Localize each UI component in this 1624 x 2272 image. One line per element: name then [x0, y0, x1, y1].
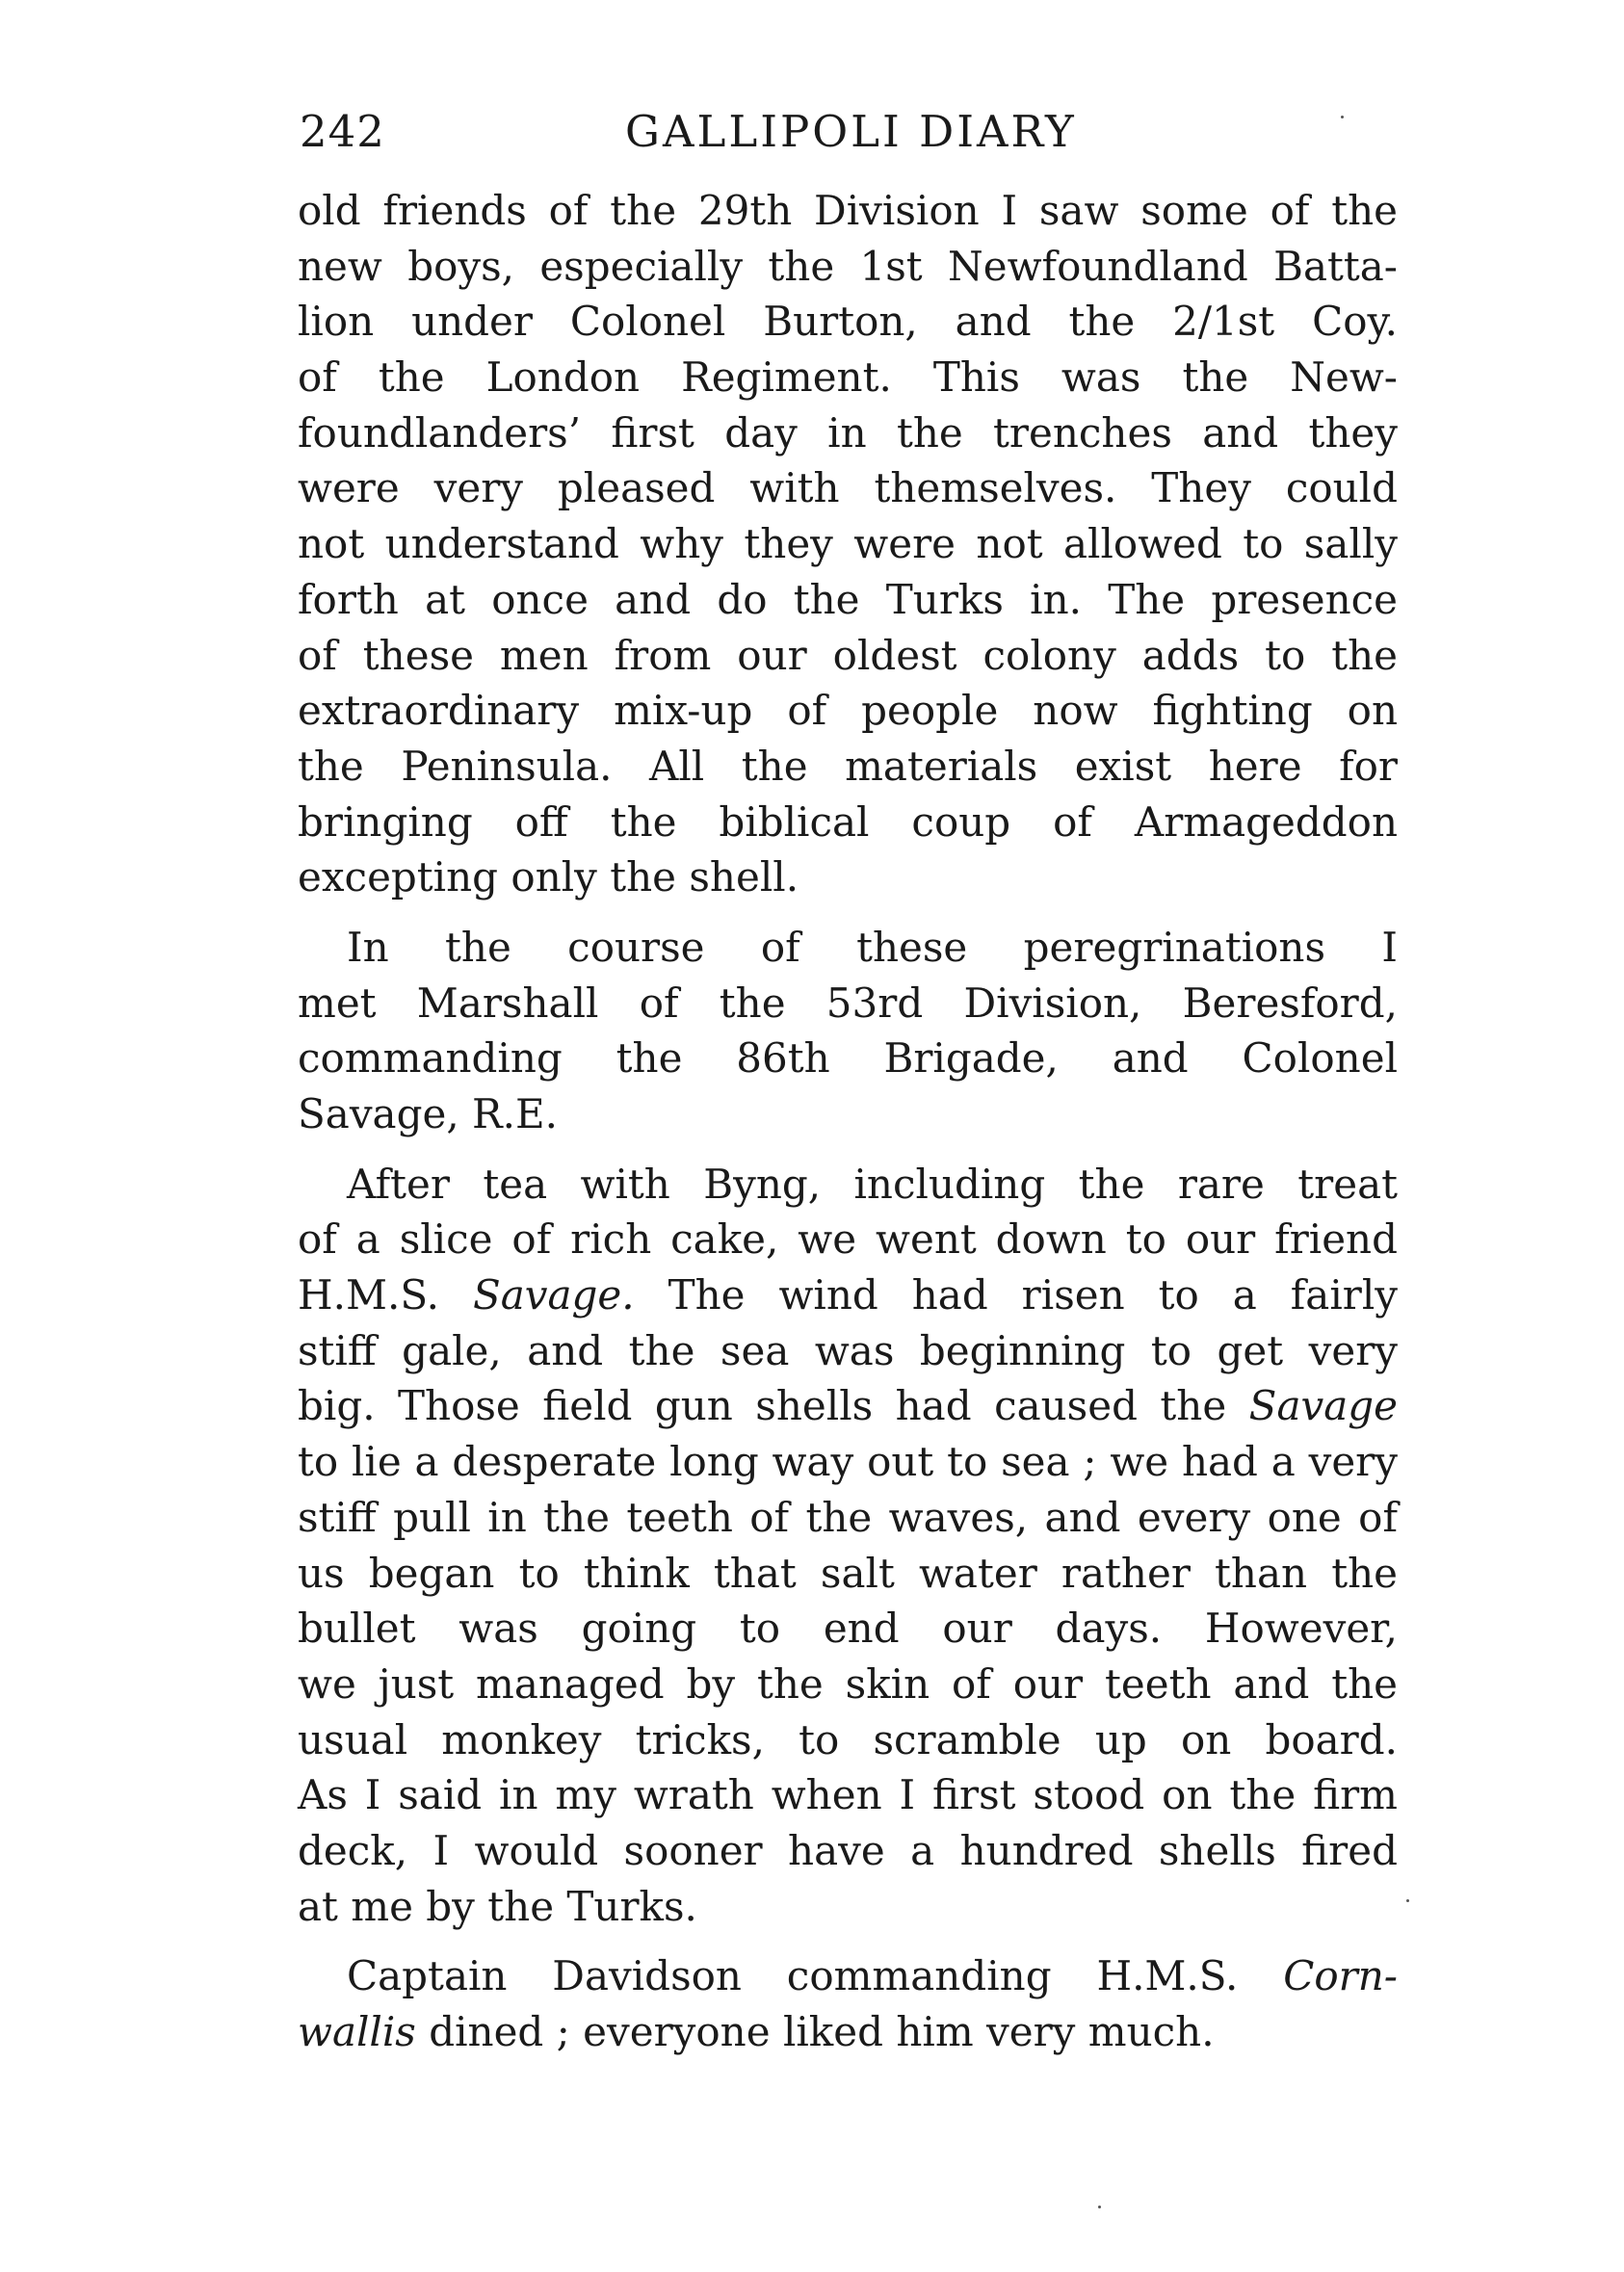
text-line: of a slice of rich cake, we went down to our friend	[298, 1215, 1398, 1264]
ship-name: Savage.	[472, 1271, 635, 1319]
text-line: usual monkey tricks, to scramble up on board.	[298, 1715, 1398, 1763]
text-line: of the London Regiment. This was the New-	[298, 353, 1398, 402]
text-line: us began to think that salt water rather than the	[298, 1549, 1398, 1597]
page-number: 242	[300, 106, 385, 157]
ship-name: Savage	[1248, 1382, 1398, 1430]
text-line: After tea with Byng, including the rare treat	[347, 1160, 1398, 1208]
text-line: not understand why they were not allowed to sally	[298, 520, 1398, 568]
text-line: As I said in my wrath when I first stood on the firm	[298, 1771, 1398, 1819]
text-line: wallis dined ; everyone liked him very much.	[298, 2008, 1215, 2055]
text-line: big. Those field gun shells had caused the Savage	[298, 1382, 1398, 1430]
ship-name: wallis	[298, 2008, 416, 2055]
text-line: forth at once and do the Turks in. The presence	[298, 575, 1398, 623]
text-line: were very pleased with themselves. They could	[298, 464, 1398, 512]
body-text	[298, 183, 1398, 2060]
text-line: extraordinary mix-up of people now fighting on	[298, 687, 1398, 735]
text-line: foundlanders’ first day in the trenches and they	[298, 408, 1398, 457]
scan-speck	[1341, 116, 1344, 118]
text-line: Captain Davidson commanding H.M.S. Corn-	[347, 1952, 1398, 2000]
paragraph-2	[298, 920, 1398, 1142]
scan-speck	[1406, 1899, 1409, 1902]
text-line: In the course of these peregrinations I	[347, 923, 1398, 971]
text-line: at me by the Turks.	[298, 1882, 697, 1930]
text-line: new boys, especially the 1st Newfoundland Batta-	[298, 242, 1398, 290]
text-line: excepting only the shell.	[298, 853, 799, 901]
text-line: old friends of the 29th Division I saw some of the	[298, 187, 1398, 234]
paragraph-3	[298, 1157, 1398, 1935]
text-line: to lie a desperate long way out to sea ; we had a very	[298, 1438, 1398, 1486]
text-line: of these men from our oldest colony adds to the	[298, 631, 1398, 679]
text-line: met Marshall of the 53rd Division, Beresford,	[298, 979, 1398, 1027]
scan-speck	[1098, 2206, 1101, 2208]
text-line: lion under Colonel Burton, and the 2/1st Coy.	[298, 298, 1398, 346]
text-line: we just managed by the skin of our teeth and the	[298, 1659, 1398, 1708]
text-line: bringing off the biblical coup of Armageddon	[298, 797, 1398, 846]
paragraph-1	[298, 183, 1398, 905]
text-line: commanding the 86th Brigade, and Colonel	[298, 1034, 1398, 1083]
ship-name: Corn-	[1283, 1952, 1398, 2000]
text-line: stiff pull in the teeth of the waves, and every one of	[298, 1493, 1398, 1541]
running-title: GALLIPOLI DIARY	[625, 106, 1077, 157]
text-line: stiff gale, and the sea was beginning to get very	[298, 1326, 1398, 1374]
text-line: H.M.S. Savage. The wind had risen to a fairly	[298, 1271, 1398, 1319]
paragraph-4	[298, 1948, 1398, 2059]
text-line: the Peninsula. All the materials exist here for	[298, 742, 1398, 790]
text-line: Savage, R.E.	[298, 1090, 559, 1137]
running-head	[300, 98, 1398, 166]
text-line: bullet was going to end our days. However,	[298, 1605, 1398, 1653]
text-line: deck, I would sooner have a hundred shells fired	[298, 1826, 1398, 1874]
